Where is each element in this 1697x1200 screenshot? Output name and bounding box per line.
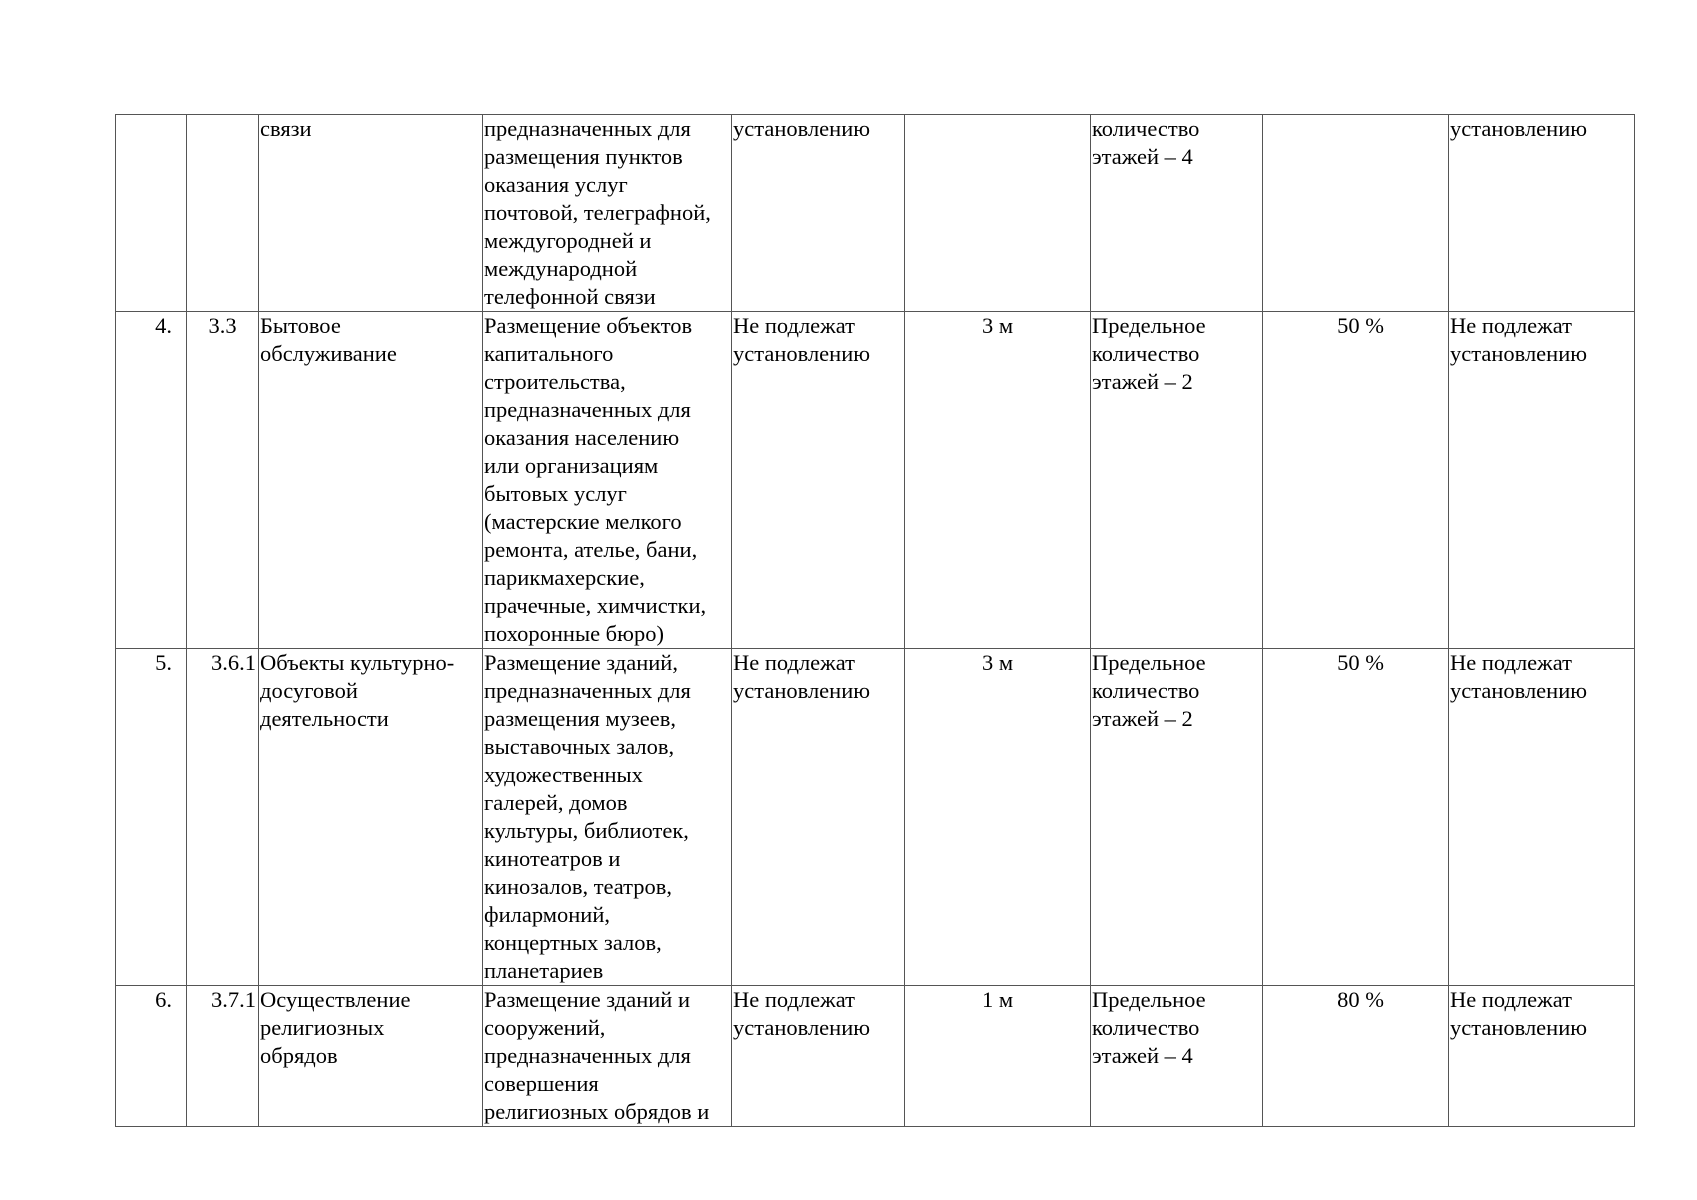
table-row bbox=[116, 312, 1635, 649]
use-description: Размещение объектов капитального строительства, предназначенных для оказания населению или организациям бытовых услуг (мастерские мелкого ремонта, ателье, бани, парикмахерские, прачечные, химчистки, похоронные бюро) bbox=[483, 312, 732, 649]
row-number: 6. bbox=[116, 986, 187, 1127]
use-code: 3.6.1 bbox=[187, 649, 259, 986]
use-description: Размещение зданий и сооружений, предназначенных для совершения религиозных обрядов и bbox=[483, 986, 732, 1127]
other-params-cell: Не подлежат установлению bbox=[1449, 986, 1635, 1127]
use-name: Осуществление религиозных обрядов bbox=[259, 986, 483, 1127]
other-params-cell: установлению bbox=[1449, 115, 1635, 312]
setback-cell: 3 м bbox=[905, 649, 1091, 986]
coverage-cell: 50 % bbox=[1263, 312, 1449, 649]
row-number bbox=[116, 115, 187, 312]
row-number: 4. bbox=[116, 312, 187, 649]
setback-cell: 3 м bbox=[905, 312, 1091, 649]
regulations-table bbox=[115, 114, 1635, 1127]
use-name: Бытовое обслуживание bbox=[259, 312, 483, 649]
use-code bbox=[187, 115, 259, 312]
min-area-cell: установлению bbox=[732, 115, 905, 312]
use-name: Объекты культурно- досуговой деятельности bbox=[259, 649, 483, 986]
row-number: 5. bbox=[116, 649, 187, 986]
use-code: 3.3 bbox=[187, 312, 259, 649]
table-row bbox=[116, 115, 1635, 312]
min-area-cell: Не подлежат установлению bbox=[732, 986, 905, 1127]
table-row bbox=[116, 986, 1635, 1127]
use-description: Размещение зданий, предназначенных для размещения музеев, выставочных залов, художественных галерей, домов культуры, библиотек, кинотеатров и кинозалов, театров, филармоний, концертных залов, планетариев bbox=[483, 649, 732, 986]
use-description: предназначенных для размещения пунктов оказания услуг почтовой, телеграфной, междугородней и международной телефонной связи bbox=[483, 115, 732, 312]
coverage-cell: 50 % bbox=[1263, 649, 1449, 986]
other-params-cell: Не подлежат установлению bbox=[1449, 649, 1635, 986]
floors-cell: Предельное количество этажей – 4 bbox=[1091, 986, 1263, 1127]
min-area-cell: Не подлежат установлению bbox=[732, 649, 905, 986]
floors-cell: Предельное количество этажей – 2 bbox=[1091, 649, 1263, 986]
use-code: 3.7.1 bbox=[187, 986, 259, 1127]
other-params-cell: Не подлежат установлению bbox=[1449, 312, 1635, 649]
setback-cell bbox=[905, 115, 1091, 312]
min-area-cell: Не подлежат установлению bbox=[732, 312, 905, 649]
setback-cell: 1 м bbox=[905, 986, 1091, 1127]
coverage-cell bbox=[1263, 115, 1449, 312]
coverage-cell: 80 % bbox=[1263, 986, 1449, 1127]
use-name: связи bbox=[259, 115, 483, 312]
floors-cell: количество этажей – 4 bbox=[1091, 115, 1263, 312]
table-row bbox=[116, 649, 1635, 986]
floors-cell: Предельное количество этажей – 2 bbox=[1091, 312, 1263, 649]
